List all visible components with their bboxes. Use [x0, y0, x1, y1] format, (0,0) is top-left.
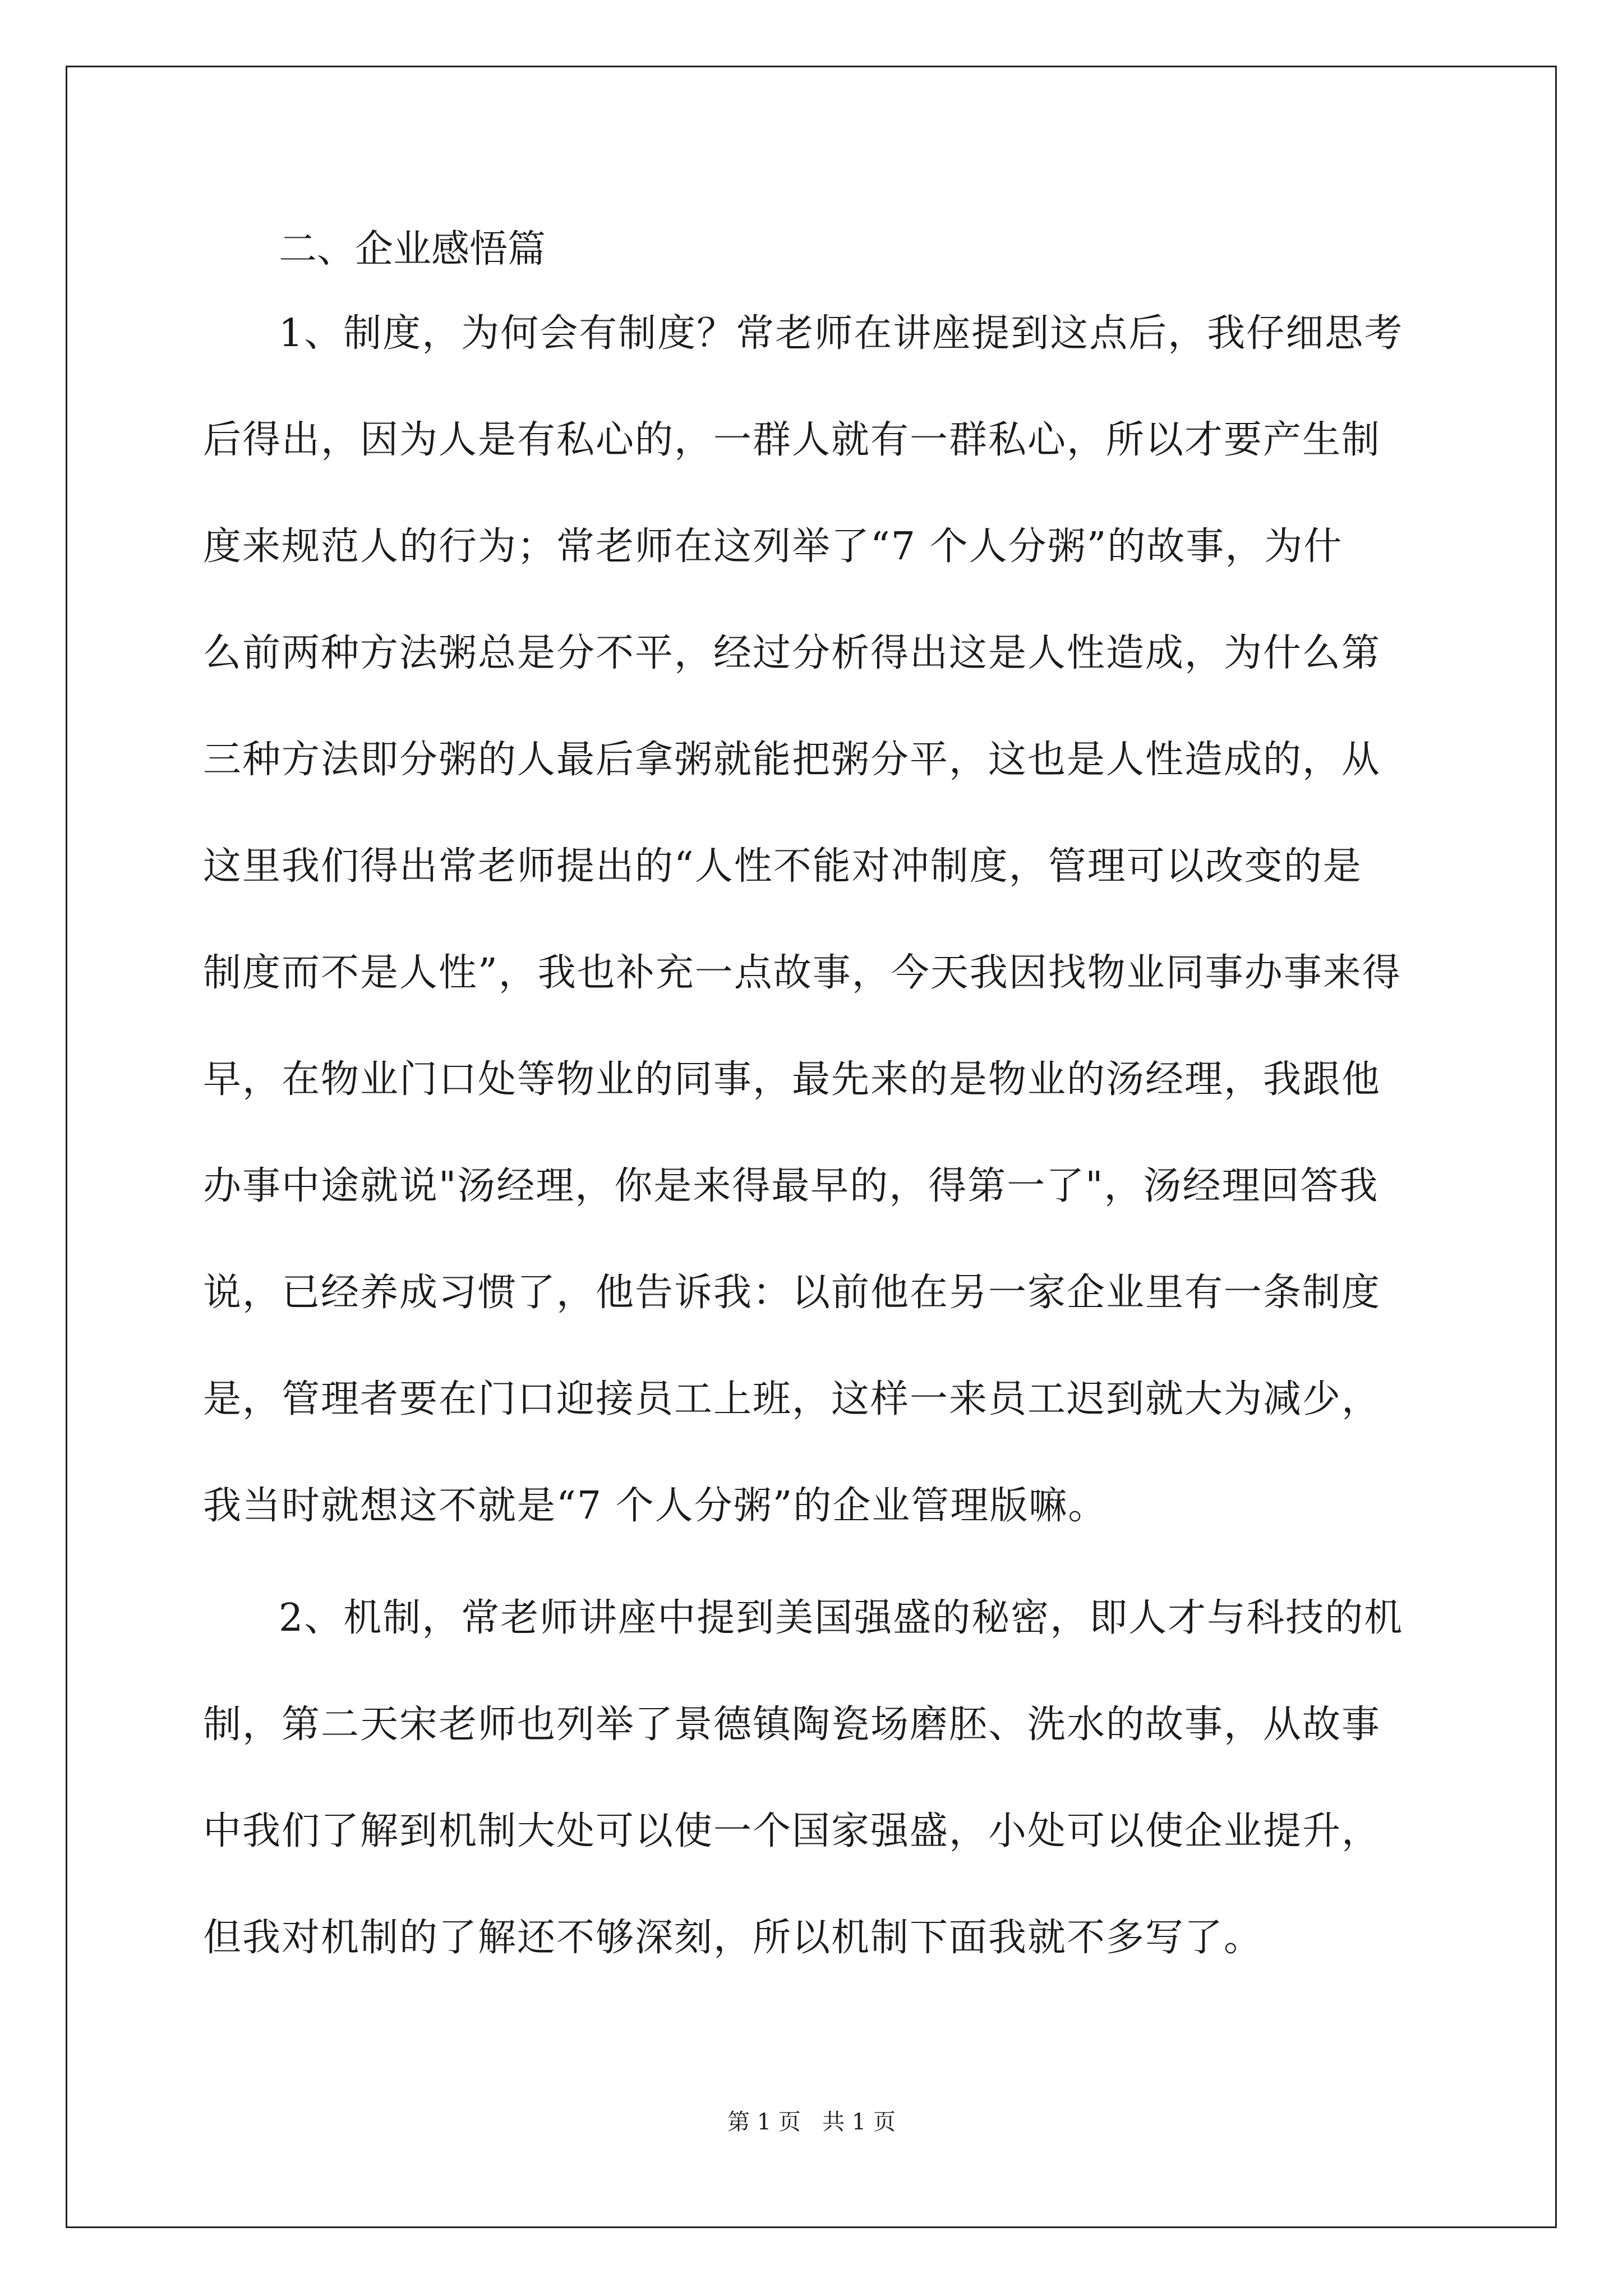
paragraph-line: 说，已经养成习惯了，他告诉我：以前他在另一家企业里有一条制度 [203, 1271, 1381, 1315]
paragraph-line: 2、机制，常老师讲座中提到美国强盛的秘密，即人才与科技的机 [279, 1596, 1404, 1640]
paragraph-line: 三种方法即分粥的人最后拿粥就能把粥分平，这也是人性造成的，从 [203, 738, 1381, 782]
paragraph-line: 早，在物业门口处等物业的同事，最先来的是物业的汤经理，我跟他 [203, 1057, 1381, 1102]
paragraph-line: 是，管理者要在门口迎接员工上班，这样一来员工迟到就大为减少， [203, 1377, 1381, 1421]
paragraph-line: 后得出，因为人是有私心的，一群人就有一群私心，所以才要产生制 [203, 418, 1381, 462]
paragraph-line: 度来规范人的行为；常老师在这列举了“7 个人分粥”的故事，为什 [203, 524, 1343, 569]
paragraph-line: 但我对机制的了解还不够深刻，所以机制下面我就不多写了。 [203, 1916, 1264, 1960]
paragraph-line: 1、制度，为何会有制度？常老师在讲座提到这点后，我仔细思考 [279, 311, 1404, 356]
page-footer: 第 1 页 共 1 页 [727, 2109, 896, 2135]
page-border [66, 66, 1557, 2228]
section-heading: 二、企业感悟篇 [279, 227, 546, 272]
paragraph-line: 制，第二天宋老师也列举了景德镇陶瓷场磨胚、洗水的故事，从故事 [203, 1703, 1381, 1747]
paragraph-line: 制度而不是人性”，我也补充一点故事，今天我因找物业同事办事来得 [203, 951, 1401, 995]
paragraph-line: 我当时就想这不就是“7 个人分粥”的企业管理版嘛。 [203, 1484, 1108, 1528]
paragraph-line: 么前两种方法粥总是分不平，经过分析得出这是人性造成，为什么第 [203, 631, 1381, 675]
paragraph-line: 办事中途就说"汤经理，你是来得最早的，得第一了"，汤经理回答我 [203, 1164, 1379, 1208]
paragraph-line: 中我们了解到机制大处可以使一个国家强盛，小处可以使企业提升， [203, 1809, 1381, 1853]
paragraph-line: 这里我们得出常老师提出的“人性不能对冲制度，管理可以改变的是 [203, 844, 1362, 889]
